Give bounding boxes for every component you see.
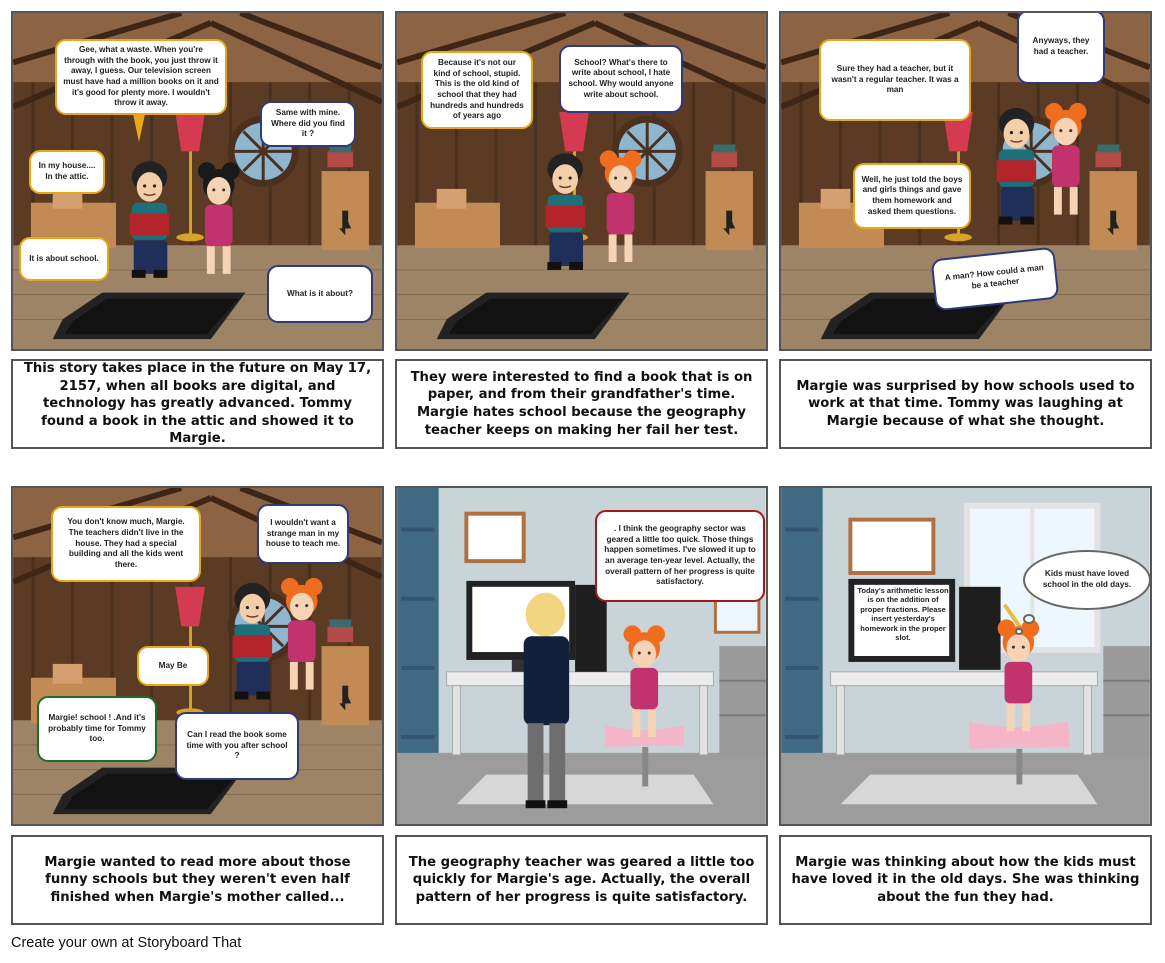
thought-dot	[1023, 614, 1035, 624]
speech-bubble-tommy	[55, 39, 227, 115]
caption-3	[779, 359, 1152, 449]
caption-4	[11, 835, 384, 925]
caption-2	[395, 359, 768, 449]
caption-text: They were interested to find a book that is on paper, and from their grandfather's time. Margie hates school because the geography teacher keeps on making her fail her test.	[410, 369, 753, 438]
caption-text: Margie was thinking about how the kids must have loved it in the old days. She was thinking about the fun they had.	[791, 854, 1140, 905]
panel-4	[11, 486, 384, 826]
bubble-text: In my house.... In the attic.	[38, 161, 96, 181]
bubble-text: School? What's there to write about school, I hate school. Why would anyone write about school.	[568, 57, 674, 99]
caption-5	[395, 835, 768, 925]
monitor-lesson-text: Today's arithmetic lesson is on the addition of proper fractions. Please insert yesterday's homework in the proper slot.	[857, 586, 949, 642]
speech-bubble-tommy	[137, 646, 209, 686]
speech-bubble-tommy	[19, 237, 109, 281]
speech-bubble-tommy	[51, 506, 201, 582]
bubble-text: Gee, what a waste. When you're through with the book, you just throw it away, I guess. Our television screen must have had a million books on it and it's good for plenty more. I wouldn't throw it away.	[63, 45, 219, 108]
thought-bubble-margie	[1023, 550, 1151, 610]
caption-6	[779, 835, 1152, 925]
speech-bubble-margie	[260, 101, 356, 147]
classroom-scene	[781, 488, 1150, 824]
caption-text: The geography teacher was geared a little too quickly for Margie's age. Actually, the overall pattern of her progress is quite satisfactory.	[408, 854, 755, 905]
bubble-text: May Be	[158, 660, 188, 670]
speech-bubble-margie	[267, 265, 373, 323]
speech-bubble-mother	[37, 696, 157, 762]
bubble-text: Well, he just told the boys and girls things and gave them homework and asked them questions.	[861, 174, 963, 216]
bubble-text: Because it's not our kind of school, stupid. This is the old kind of school that they had hundreds and hundreds of years ago	[430, 58, 524, 121]
speech-bubble-margie	[1017, 11, 1105, 84]
speech-bubble-tommy	[421, 51, 533, 129]
bubble-text: Kids must have loved school in the old days.	[1042, 569, 1132, 589]
bubble-text: Can I read the book some time with you after school ?	[186, 730, 288, 761]
footer-credit[interactable]: Create your own at Storyboard That	[11, 935, 242, 951]
caption-text: Margie wanted to read more about those funny schools but they weren't even half finished when Margie's mother called...	[44, 854, 351, 905]
speech-bubble-margie	[559, 45, 683, 113]
thought-dot	[1015, 628, 1023, 635]
bubble-text: You don't know much, Margie. The teachers didn't live in the house. They had a special building and all the kids went there.	[67, 517, 185, 569]
panel-2	[395, 11, 768, 351]
bubble-tail	[133, 114, 145, 142]
caption-1	[11, 359, 384, 449]
speech-bubble-tommy	[819, 39, 971, 121]
bubble-text: Sure they had a teacher, but it wasn't a regular teacher. It was a man	[831, 64, 959, 95]
panel-6	[779, 486, 1152, 826]
bubble-text: A man? How could a man be a teacher	[944, 263, 1045, 291]
speech-bubble-margie	[175, 712, 299, 780]
bubble-text: Margie! school ! .And it's probably time for Tommy too.	[48, 713, 146, 744]
bubble-text: Same with mine. Where did you find it ?	[271, 108, 345, 139]
bubble-text: What is it about?	[287, 288, 353, 298]
panel-3	[779, 11, 1152, 351]
speech-bubble-teacher	[595, 510, 765, 602]
panel-5	[395, 486, 768, 826]
speech-bubble-margie	[257, 504, 349, 564]
bubble-text: Anyways, they had a teacher.	[1032, 36, 1090, 56]
speech-bubble-tommy	[29, 150, 105, 194]
bubble-text: I wouldn't want a strange man in my house to teach me.	[265, 518, 341, 549]
caption-text: Margie was surprised by how schools used to work at that time. Tommy was laughing at Margie because of what she thought.	[796, 378, 1135, 429]
bubble-text: It is about school.	[29, 253, 99, 263]
bubble-text: . I think the geography sector was geared a little too quick. Those things happen sometimes. I've slowed it up to an average ten-year level. Actually, the overall pattern of her progress is quite satisfactory.	[604, 524, 756, 587]
panel-1	[11, 11, 384, 351]
speech-bubble-tommy	[853, 163, 971, 229]
caption-text: This story takes place in the future on May 17, 2157, when all books are digital, and technology has greatly advanced. Tommy found a book in the attic and showed it to Margie.	[23, 361, 372, 447]
